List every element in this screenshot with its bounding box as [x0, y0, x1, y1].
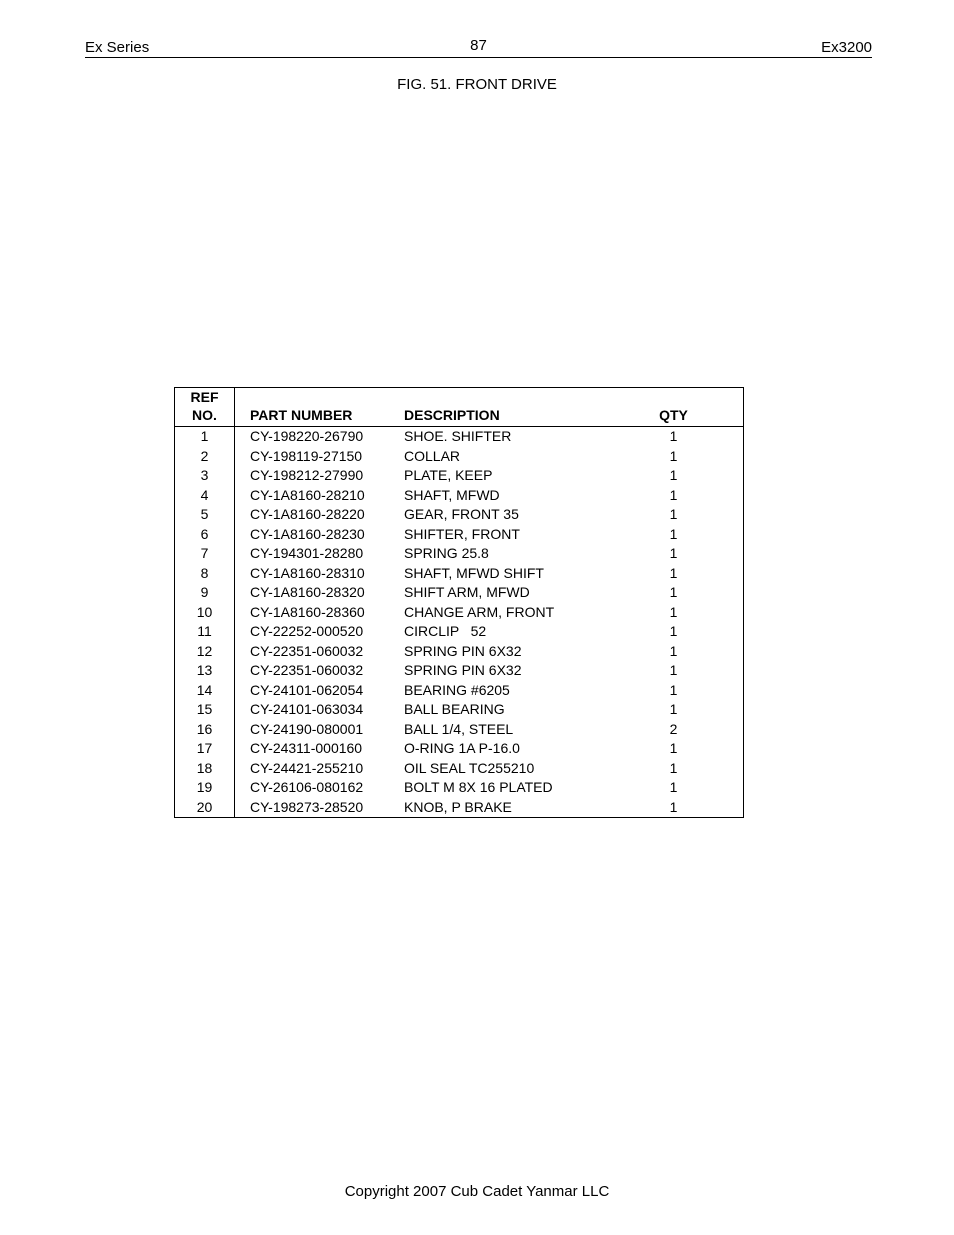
description-cell: SHIFTER, FRONT — [404, 525, 520, 542]
ref-cell: 19 — [175, 778, 235, 798]
ref-cell: 14 — [175, 681, 235, 701]
part-number-cell: CY-24190-080001 — [250, 720, 364, 737]
ref-cell: 4 — [175, 486, 235, 506]
qty-cell: 1 — [669, 662, 678, 679]
table-row — [175, 505, 744, 525]
qty-cell: 1 — [669, 642, 678, 659]
qty-cell: 1 — [669, 584, 678, 601]
ref-cell: 13 — [175, 661, 235, 681]
qty-cell: 1 — [669, 447, 678, 464]
part-number-cell: CY-24101-063034 — [250, 701, 364, 718]
part-number-cell: CY-1A8160-28220 — [250, 506, 365, 523]
ref-cell: 17 — [175, 739, 235, 759]
table-row — [175, 700, 744, 720]
ref-cell: 11 — [175, 622, 235, 642]
copyright-footer: Copyright 2007 Cub Cadet Yanmar LLC — [344, 1183, 610, 1200]
table-row — [175, 642, 744, 662]
ref-cell: 12 — [175, 642, 235, 662]
qty-cell: 1 — [669, 623, 678, 640]
part-number-cell: CY-198220-26790 — [250, 428, 364, 445]
table-row — [175, 486, 744, 506]
qty-cell: 1 — [669, 564, 678, 581]
parts-table — [174, 387, 744, 818]
ref-cell: 3 — [175, 466, 235, 486]
table-row — [175, 759, 744, 779]
ref-cell: 20 — [175, 798, 235, 818]
part-number-cell: CY-22351-060032 — [250, 642, 364, 659]
table-row — [175, 603, 744, 623]
description-cell: KNOB, P BRAKE — [404, 798, 512, 815]
description-cell: SHAFT, MFWD — [404, 486, 500, 503]
ref-cell: 6 — [175, 525, 235, 545]
parts-table-body — [175, 427, 744, 818]
table-header-row — [175, 388, 744, 427]
page-header — [85, 38, 872, 58]
description-cell: CHANGE ARM, FRONT — [404, 603, 555, 620]
table-row — [175, 739, 744, 759]
ref-cell: 5 — [175, 505, 235, 525]
part-number-cell: CY-198273-28520 — [250, 798, 364, 815]
ref-cell: 1 — [175, 427, 235, 447]
table-row — [175, 720, 744, 740]
description-cell: SHAFT, MFWD SHIFT — [404, 564, 544, 581]
table-row — [175, 564, 744, 584]
part-number-cell: CY-1A8160-28360 — [250, 603, 365, 620]
table-row — [175, 622, 744, 642]
part-number-cell: CY-24421-255210 — [250, 759, 364, 776]
page-number: 87 — [470, 37, 487, 54]
table-row — [175, 661, 744, 681]
description-cell: SPRING 25.8 — [404, 545, 489, 562]
qty-cell: 1 — [669, 506, 678, 523]
ref-cell: 10 — [175, 603, 235, 623]
description-cell: CIRCLIP 52 — [404, 623, 487, 640]
table-row — [175, 427, 744, 447]
description-cell: O-RING 1A P-16.0 — [404, 740, 520, 757]
description-cell: SHOE. SHIFTER — [404, 428, 512, 445]
description-cell: SPRING PIN 6X32 — [404, 642, 522, 659]
qty-cell: 1 — [669, 467, 678, 484]
table-row — [175, 583, 744, 603]
description-cell: SPRING PIN 6X32 — [404, 662, 522, 679]
part-number-cell: CY-1A8160-28310 — [250, 564, 365, 581]
part-number-cell: CY-1A8160-28320 — [250, 584, 365, 601]
ref-cell: 16 — [175, 720, 235, 740]
column-header-qty: QTY — [644, 388, 744, 427]
table-row — [175, 778, 744, 798]
part-number-cell: CY-198119-27150 — [250, 447, 363, 464]
table-row — [175, 798, 744, 818]
table-row — [175, 544, 744, 564]
ref-cell: 15 — [175, 700, 235, 720]
part-number-cell: CY-198212-27990 — [250, 467, 364, 484]
description-cell: GEAR, FRONT 35 — [404, 506, 519, 523]
part-number-cell: CY-24101-062054 — [250, 681, 364, 698]
qty-cell: 2 — [669, 720, 678, 737]
description-cell: SHIFT ARM, MFWD — [404, 584, 530, 601]
ref-cell: 18 — [175, 759, 235, 779]
table-row — [175, 447, 744, 467]
part-number-cell: CY-194301-28280 — [250, 545, 364, 562]
description-cell: PLATE, KEEP — [404, 467, 493, 484]
figure-title: FIG. 51. FRONT DRIVE — [397, 76, 557, 93]
ref-cell: 7 — [175, 544, 235, 564]
qty-cell: 1 — [669, 603, 678, 620]
ref-header-line1: REF — [190, 389, 219, 405]
model-name: Ex3200 — [821, 39, 872, 56]
table-row — [175, 525, 744, 545]
table-row — [175, 681, 744, 701]
qty-cell: 1 — [669, 740, 678, 757]
description-cell: BALL 1/4, STEEL — [404, 720, 514, 737]
qty-cell: 1 — [669, 545, 678, 562]
part-number-cell: CY-1A8160-28230 — [250, 525, 365, 542]
series-name: Ex Series — [85, 39, 150, 56]
ref-header-line2: NO. — [192, 407, 217, 423]
part-number-cell: CY-24311-000160 — [250, 740, 363, 757]
ref-cell: 8 — [175, 564, 235, 584]
description-cell: BEARING #6205 — [404, 681, 510, 698]
qty-cell: 1 — [669, 759, 678, 776]
description-cell: BOLT M 8X 16 PLATED — [404, 779, 553, 796]
part-number-cell: CY-22351-060032 — [250, 662, 364, 679]
column-header-ref-no — [175, 388, 235, 427]
ref-cell: 9 — [175, 583, 235, 603]
qty-cell: 1 — [669, 701, 678, 718]
table-row — [175, 466, 744, 486]
description-cell: OIL SEAL TC255210 — [404, 759, 535, 776]
qty-cell: 1 — [669, 486, 678, 503]
column-header-description: DESCRIPTION — [404, 388, 644, 427]
part-number-cell: CY-1A8160-28210 — [250, 486, 365, 503]
qty-cell: 1 — [669, 525, 678, 542]
description-cell: COLLAR — [404, 447, 461, 464]
part-number-cell: CY-26106-080162 — [250, 779, 364, 796]
qty-cell: 1 — [669, 681, 678, 698]
part-number-cell: CY-22252-000520 — [250, 623, 364, 640]
qty-cell: 1 — [669, 779, 678, 796]
qty-cell: 1 — [669, 798, 678, 815]
column-header-part-number: PART NUMBER — [235, 388, 405, 427]
qty-cell: 1 — [669, 428, 678, 445]
ref-cell: 2 — [175, 447, 235, 467]
description-cell: BALL BEARING — [404, 701, 505, 718]
